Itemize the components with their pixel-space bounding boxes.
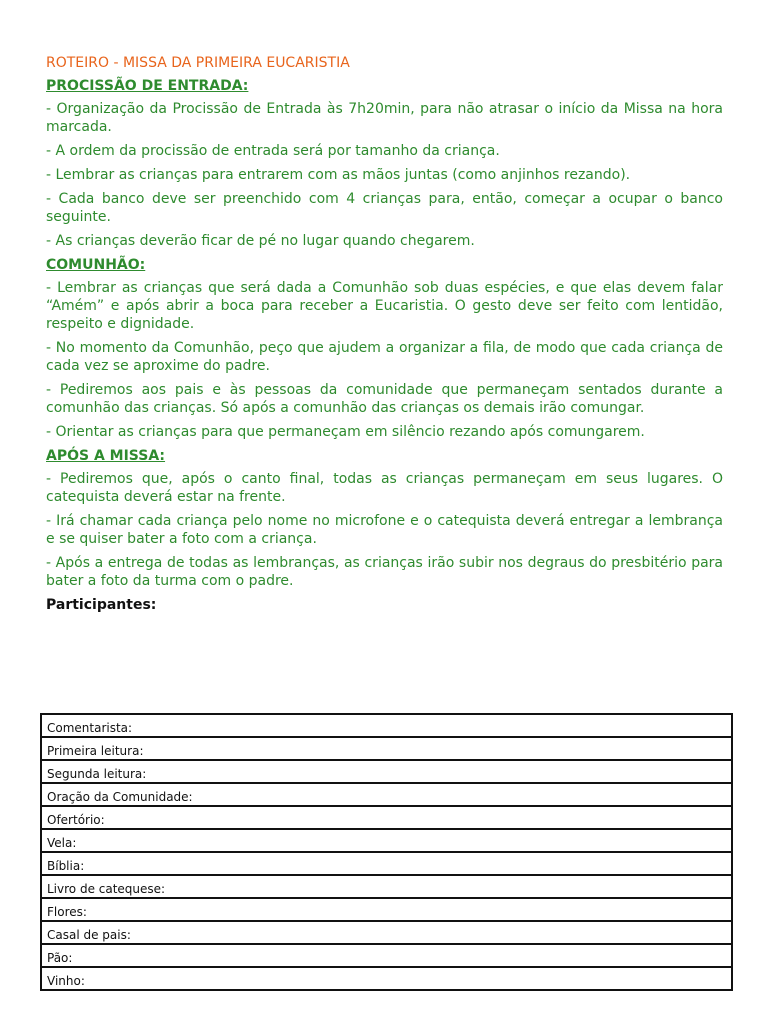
paragraph: - Pediremos aos pais e às pessoas da comunidade que permaneçam sentados durante a comunhão das crianças. Só após a comunhão das crianças os demais irão comungar.: [46, 382, 723, 416]
section-heading-comunhao: COMUNHÃO:: [46, 257, 146, 273]
table-row: Casal de pais:: [42, 922, 731, 945]
section-apos-missa: [46, 447, 723, 590]
paragraph: - No momento da Comunhão, peço que ajudem a organizar a fila, de modo que cada criança de cada vez se aproxime do padre.: [46, 340, 723, 374]
section-heading-entrada: PROCISSÃO DE ENTRADA:: [46, 78, 249, 94]
section-comunhao: [46, 256, 723, 441]
paragraph: - Cada banco deve ser preenchido com 4 crianças para, então, começar a ocupar o banco seguinte.: [46, 191, 723, 225]
section-heading-apos-missa: APÓS A MISSA:: [46, 448, 166, 464]
paragraph: - Orientar as crianças para que permaneçam em silêncio rezando após comungarem.: [46, 424, 645, 440]
participants-title: Participantes:: [46, 597, 157, 613]
table-row: Ofertório:: [42, 807, 731, 830]
table-row: Pão:: [42, 945, 731, 968]
table-row: Livro de catequese:: [42, 876, 731, 899]
paragraph: - Irá chamar cada criança pelo nome no microfone e o catequista deverá entregar a lembrança e se quiser bater a foto com a criança.: [46, 513, 723, 547]
document-page: [46, 54, 723, 614]
paragraph: - As crianças deverão ficar de pé no lugar quando chegarem.: [46, 233, 475, 249]
table-row: Bíblia:: [42, 853, 731, 876]
document-title: ROTEIRO - MISSA DA PRIMEIRA EUCARISTIA: [46, 55, 350, 71]
table-row: Oração da Comunidade:: [42, 784, 731, 807]
paragraph: - Organização da Procissão de Entrada às 7h20min, para não atrasar o início da Missa na hora marcada.: [46, 101, 723, 135]
table-row: Segunda leitura:: [42, 761, 731, 784]
table-row: Primeira leitura:: [42, 738, 731, 761]
paragraph: - Após a entrega de todas as lembranças, as crianças irão subir nos degraus do presbitério para bater a foto da turma com o padre.: [46, 555, 723, 589]
participants-table: [40, 713, 733, 991]
table-row: Vinho:: [42, 968, 731, 991]
paragraph: - Pediremos que, após o canto final, todas as crianças permaneçam em seus lugares. O catequista deverá estar na frente.: [46, 471, 723, 505]
table-row: Vela:: [42, 830, 731, 853]
paragraph: - Lembrar as crianças para entrarem com as mãos juntas (como anjinhos rezando).: [46, 167, 631, 183]
table-row: Flores:: [42, 899, 731, 922]
section-entrada: [46, 77, 723, 250]
table-row: Comentarista:: [42, 715, 731, 738]
paragraph: - A ordem da procissão de entrada será por tamanho da criança.: [46, 143, 500, 159]
paragraph: - Lembrar as crianças que será dada a Comunhão sob duas espécies, e que elas devem falar “Amém” e após abrir a boca para receber a Eucaristia. O gesto deve ser feito com lentidão, respeito e dignidade.: [46, 280, 723, 332]
